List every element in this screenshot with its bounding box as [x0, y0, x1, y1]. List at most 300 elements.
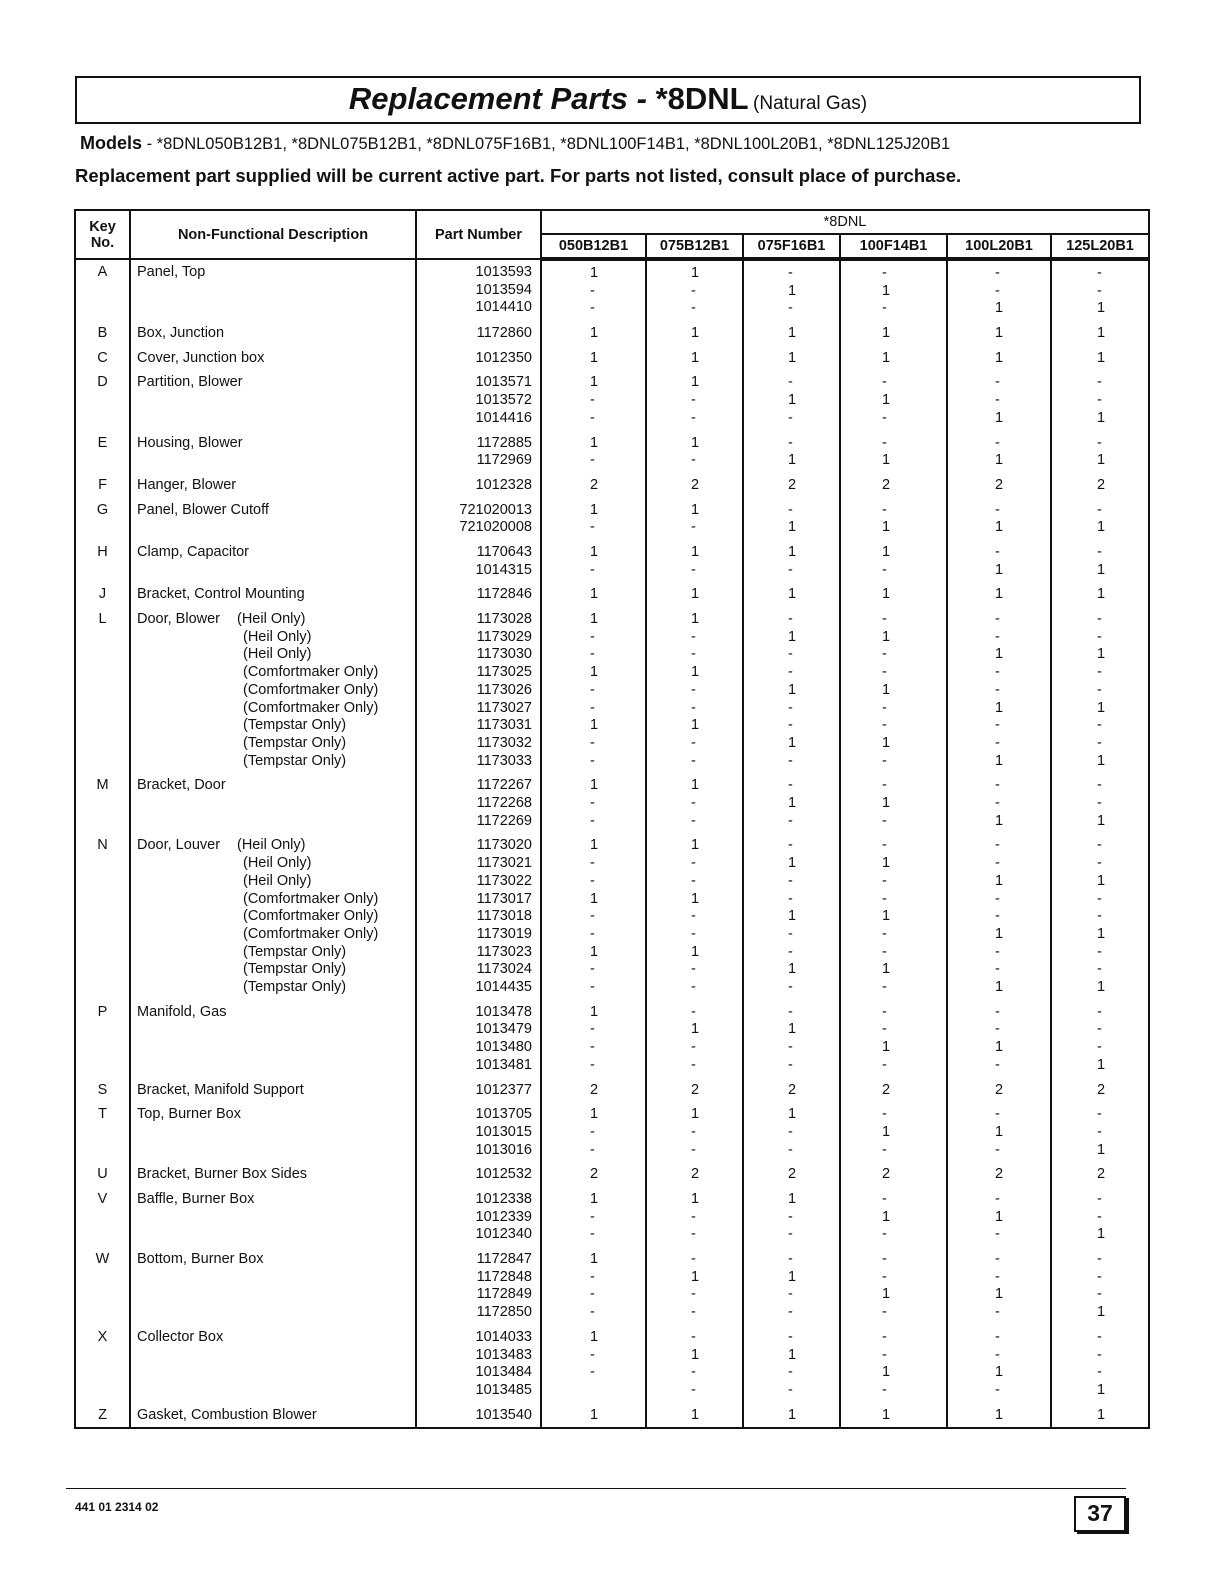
quantity: 1: [691, 1268, 700, 1285]
page-number: 37: [1074, 1496, 1126, 1532]
quantity: -: [691, 908, 696, 925]
quantity-cell: [743, 431, 840, 473]
quantity: 1: [882, 586, 891, 603]
quantity-cell: [743, 1102, 840, 1162]
quantity: 1: [691, 1191, 700, 1207]
quantity-cell: [840, 1078, 947, 1103]
quantity-cell: [541, 473, 646, 498]
quantity: -: [1097, 1364, 1102, 1381]
table-row: [75, 833, 1149, 999]
quantity: 1: [590, 325, 599, 342]
table-row: [75, 346, 1149, 371]
part-number: 1172885: [476, 434, 532, 451]
table-row: [75, 582, 1149, 607]
quantity: 1: [590, 586, 599, 603]
description-variant: (Tempstar Only): [243, 717, 347, 734]
quantity: -: [590, 1021, 595, 1038]
description-variant: (Comfortmaker Only): [243, 908, 379, 925]
quantity: -: [1097, 734, 1102, 751]
quantity: -: [788, 409, 793, 426]
table-row: [75, 321, 1149, 346]
key-cell: N: [75, 833, 130, 999]
quantity-cell: [947, 1247, 1051, 1325]
quantity: -: [1097, 855, 1102, 872]
part-number: 1173018: [476, 908, 532, 925]
key-cell: A: [75, 259, 130, 321]
quantity-cell: [743, 1325, 840, 1403]
quantity: -: [691, 628, 696, 645]
description-cell: [130, 540, 416, 582]
part-number: 1013478: [475, 1003, 532, 1020]
quantity: -: [788, 717, 793, 734]
quantity: -: [788, 1208, 793, 1225]
quantity: 1: [1097, 1381, 1106, 1398]
quantity: -: [1097, 1106, 1102, 1123]
table-row: [75, 1078, 1149, 1103]
part-number: 1172847: [476, 1251, 532, 1268]
quantity-cell: [743, 582, 840, 607]
quantity: 2: [590, 476, 599, 493]
quantity: 1: [995, 519, 1004, 536]
table-row: [75, 473, 1149, 498]
quantity: 1: [590, 837, 599, 854]
quantity: -: [590, 282, 595, 299]
quantity-cell: [947, 582, 1051, 607]
quantity: 1: [995, 812, 1004, 829]
quantity: -: [882, 872, 887, 889]
quantity-cell: [1051, 1403, 1149, 1429]
quantity: 1: [995, 452, 1004, 469]
description-text: Cover, Junction box: [137, 349, 265, 366]
quantity: -: [995, 1304, 1000, 1321]
header-part-number: Part Number: [416, 210, 541, 259]
quantity: -: [1097, 1251, 1102, 1268]
quantity: -: [788, 1003, 793, 1020]
quantity: 1: [788, 1021, 797, 1038]
quantity: -: [590, 561, 595, 578]
quantity: 1: [1097, 325, 1106, 342]
quantity: -: [691, 1286, 696, 1303]
description-cell: [130, 607, 416, 773]
description-cell: [130, 473, 416, 498]
description-variant: (Heil Only): [243, 872, 312, 889]
quantity: 2: [590, 1166, 599, 1183]
quantity-cell: [947, 1078, 1051, 1103]
quantity: -: [788, 374, 793, 391]
quantity: 1: [691, 1346, 700, 1363]
quantity: 1: [788, 1191, 797, 1207]
part-number: 1172850: [476, 1304, 532, 1321]
quantity: 1: [995, 1286, 1004, 1303]
quantity: 1: [691, 1406, 700, 1423]
quantity: -: [882, 409, 887, 426]
quantity-cell: [1051, 773, 1149, 833]
quantity-cell: [1051, 473, 1149, 498]
description-cell: [130, 431, 416, 473]
quantity: -: [1097, 890, 1102, 907]
quantity: -: [788, 1304, 793, 1321]
quantity: -: [788, 925, 793, 942]
quantity: -: [995, 1141, 1000, 1158]
quantity-cell: [743, 321, 840, 346]
quantity: 1: [1097, 452, 1106, 469]
quantity: -: [788, 664, 793, 681]
quantity-cell: [743, 773, 840, 833]
quantity: -: [691, 1226, 696, 1243]
quantity: -: [882, 374, 887, 391]
description-cell: [130, 773, 416, 833]
key-cell: L: [75, 607, 130, 773]
quantity: 1: [882, 519, 891, 536]
description-text: Bracket, Door: [137, 777, 226, 794]
quantity: 2: [788, 1166, 797, 1183]
quantity-cell: [947, 431, 1051, 473]
model-code: *8DNL: [655, 81, 749, 116]
part-number-cell: [416, 473, 541, 498]
quantity-cell: [1051, 1102, 1149, 1162]
quantity: 1: [691, 837, 700, 854]
description-text: Bracket, Burner Box Sides: [137, 1166, 308, 1183]
quantity: 1: [590, 1406, 599, 1423]
quantity: -: [590, 646, 595, 663]
header-model: 100F14B1: [840, 234, 947, 259]
quantity: -: [995, 1226, 1000, 1243]
quantity-cell: [541, 1078, 646, 1103]
quantity: 1: [788, 628, 797, 645]
quantity: 1: [691, 374, 700, 391]
quantity: -: [995, 1106, 1000, 1123]
quantity: -: [1097, 434, 1102, 451]
quantity: -: [788, 1123, 793, 1140]
quantity: -: [788, 699, 793, 716]
quantity-cell: [646, 321, 743, 346]
quantity-cell: [646, 1247, 743, 1325]
description-cell: [130, 582, 416, 607]
quantity-cell: [1051, 1078, 1149, 1103]
quantity: 1: [590, 1106, 599, 1123]
table-row: [75, 1247, 1149, 1325]
part-number: 1013594: [475, 281, 532, 298]
part-number-cell: [416, 833, 541, 999]
quantity: 1: [882, 452, 891, 469]
part-number: 1013479: [475, 1021, 532, 1038]
quantity: 1: [1097, 300, 1106, 317]
quantity-cell: [541, 431, 646, 473]
description-cell: [130, 1102, 416, 1162]
quantity: -: [788, 1141, 793, 1158]
quantity: -: [882, 699, 887, 716]
quantity-cell: [646, 1187, 743, 1247]
table-row: [75, 1403, 1149, 1429]
quantity: -: [882, 978, 887, 995]
key-cell: W: [75, 1247, 130, 1325]
description-text: Hanger, Blower: [137, 476, 237, 493]
quantity: -: [1097, 1123, 1102, 1140]
quantity: 1: [691, 611, 700, 628]
quantity: -: [788, 611, 793, 628]
quantity-cell: [947, 1102, 1051, 1162]
quantity: 1: [995, 925, 1004, 942]
quantity: -: [788, 265, 793, 281]
quantity: 1: [995, 1208, 1004, 1225]
quantity-cell: [1051, 431, 1149, 473]
quantity: 2: [1097, 1166, 1106, 1183]
quantity-cell: [646, 1078, 743, 1103]
description-cell: [130, 1000, 416, 1078]
part-number: 1013480: [475, 1039, 532, 1056]
quantity: -: [691, 1304, 696, 1321]
quantity: -: [590, 300, 595, 317]
quantity: -: [995, 943, 1000, 960]
quantity: 1: [882, 795, 891, 812]
quantity-cell: [840, 773, 947, 833]
quantity: -: [995, 795, 1000, 812]
quantity: 1: [788, 392, 797, 409]
part-number: 1173032: [476, 734, 532, 751]
quantity: -: [788, 777, 793, 794]
part-number: 1014410: [475, 299, 532, 316]
quantity-cell: [1051, 1162, 1149, 1187]
quantity: -: [882, 300, 887, 317]
description-cell: [130, 833, 416, 999]
quantity-cell: [646, 1325, 743, 1403]
quantity: 2: [995, 1166, 1004, 1183]
quantity: -: [882, 1304, 887, 1321]
quantity-cell: [947, 833, 1051, 999]
quantity-cell: [840, 833, 947, 999]
quantity-cell: [840, 259, 947, 321]
description-variant: (Comfortmaker Only): [243, 681, 379, 698]
part-number: 1012338: [475, 1191, 532, 1207]
quantity: 1: [1097, 1304, 1106, 1321]
quantity-cell: [840, 1403, 947, 1429]
quantity: -: [882, 812, 887, 829]
quantity: -: [995, 855, 1000, 872]
part-number-cell: [416, 582, 541, 607]
quantity: 1: [788, 1346, 797, 1363]
key-cell: H: [75, 540, 130, 582]
quantity: -: [882, 1251, 887, 1268]
table-row: [75, 431, 1149, 473]
quantity: 1: [788, 681, 797, 698]
quantity-cell: [1051, 1247, 1149, 1325]
quantity-cell: [646, 582, 743, 607]
quantity-cell: [646, 473, 743, 498]
quantity-cell: [1051, 346, 1149, 371]
quantity: -: [882, 1141, 887, 1158]
quantity-cell: [840, 431, 947, 473]
quantity: -: [691, 1381, 696, 1398]
part-number-cell: [416, 1187, 541, 1247]
description-cell: [130, 259, 416, 321]
quantity: -: [882, 1056, 887, 1073]
quantity-cell: [947, 1162, 1051, 1187]
description-cell: [130, 1247, 416, 1325]
quantity: -: [995, 265, 1000, 281]
quantity-cell: [743, 259, 840, 321]
quantity: -: [1097, 501, 1102, 518]
quantity: -: [691, 1364, 696, 1381]
part-number: 1013483: [475, 1346, 532, 1363]
quantity: -: [788, 943, 793, 960]
quantity: 1: [1097, 1141, 1106, 1158]
part-number-cell: [416, 370, 541, 430]
part-number: 1012377: [475, 1081, 532, 1098]
quantity: 1: [691, 265, 700, 281]
quantity-cell: [1051, 1187, 1149, 1247]
quantity-cell: [743, 540, 840, 582]
quantity: 1: [590, 1003, 599, 1020]
quantity: 1: [1097, 872, 1106, 889]
part-number: 1012328: [475, 476, 532, 493]
quantity: -: [590, 1346, 595, 1363]
quantity: -: [1097, 908, 1102, 925]
models-line: [80, 133, 950, 154]
quantity: -: [1097, 717, 1102, 734]
quantity: -: [691, 872, 696, 889]
quantity: -: [691, 1208, 696, 1225]
quantity-cell: [541, 773, 646, 833]
quantity-cell: [541, 1403, 646, 1429]
quantity-cell: [840, 473, 947, 498]
quantity: -: [995, 734, 1000, 751]
quantity-cell: [541, 1187, 646, 1247]
quantity: 1: [788, 795, 797, 812]
quantity: -: [882, 752, 887, 769]
quantity: -: [691, 699, 696, 716]
quantity-cell: [646, 773, 743, 833]
quantity-cell: [541, 607, 646, 773]
part-number: 1173026: [476, 681, 532, 698]
quantity: 1: [590, 349, 599, 366]
quantity: -: [882, 646, 887, 663]
quantity: -: [691, 681, 696, 698]
part-number: 1173022: [476, 872, 532, 889]
quantity: -: [691, 1056, 696, 1073]
quantity: 1: [995, 1364, 1004, 1381]
quantity: 1: [590, 1328, 599, 1345]
quantity: -: [590, 519, 595, 536]
quantity: -: [1097, 611, 1102, 628]
description-cell: [130, 498, 416, 540]
part-number-cell: [416, 1247, 541, 1325]
description-variant: (Comfortmaker Only): [243, 664, 379, 681]
quantity-cell: [743, 607, 840, 773]
quantity: -: [691, 1039, 696, 1056]
quantity: 1: [1097, 752, 1106, 769]
quantity-cell: [947, 473, 1051, 498]
quantity: -: [691, 734, 696, 751]
quantity: 1: [691, 325, 700, 342]
quantity: -: [995, 374, 1000, 391]
part-number: 1173019: [476, 925, 532, 942]
quantity-cell: [840, 370, 947, 430]
quantity: -: [1097, 1021, 1102, 1038]
footer-rule: [66, 1488, 1126, 1489]
part-number-cell: [416, 321, 541, 346]
quantity: 2: [1097, 1081, 1106, 1098]
quantity: -: [995, 434, 1000, 451]
part-number: 1173017: [476, 890, 532, 907]
quantity: -: [882, 1381, 887, 1398]
description-text: Panel, Top: [137, 264, 206, 280]
quantity: 1: [1097, 409, 1106, 426]
header-model-group: *8DNL: [541, 210, 1149, 234]
quantity: -: [882, 943, 887, 960]
quantity: 1: [788, 452, 797, 469]
quantity-cell: [541, 1325, 646, 1403]
quantity: -: [590, 752, 595, 769]
title-box: [75, 76, 1141, 124]
quantity-cell: [646, 1102, 743, 1162]
quantity: 1: [995, 1123, 1004, 1140]
quantity: 2: [691, 1081, 700, 1098]
quantity-cell: [840, 498, 947, 540]
quantity-cell: [1051, 582, 1149, 607]
quantity: 1: [1097, 519, 1106, 536]
description-text: Manifold, Gas: [137, 1003, 227, 1020]
quantity: -: [691, 452, 696, 469]
table-row: [75, 1000, 1149, 1078]
quantity: 2: [995, 476, 1004, 493]
quantity: 1: [691, 890, 700, 907]
quantity: -: [590, 812, 595, 829]
models-list: - *8DNL050B12B1, *8DNL075B12B1, *8DNL075F16B1, *8DNL100F14B1, *8DNL100L20B1, *8DNL125J20B1: [146, 135, 951, 153]
quantity: -: [788, 501, 793, 518]
quantity-cell: [840, 346, 947, 371]
quantity-cell: [541, 540, 646, 582]
part-number: 1172849: [476, 1286, 532, 1303]
quantity: 1: [882, 961, 891, 978]
description-cell: [130, 1187, 416, 1247]
quantity: -: [788, 890, 793, 907]
quantity: 1: [995, 1039, 1004, 1056]
quantity: -: [590, 908, 595, 925]
quantity: 1: [691, 1106, 700, 1123]
quantity: -: [590, 409, 595, 426]
description-variant: (Comfortmaker Only): [243, 925, 379, 942]
quantity: -: [590, 1286, 595, 1303]
quantity: 1: [590, 717, 599, 734]
part-number: 1172846: [476, 586, 532, 603]
quantity: -: [1097, 282, 1102, 299]
table-row: [75, 1325, 1149, 1403]
quantity-cell: [1051, 540, 1149, 582]
quantity: -: [1097, 1039, 1102, 1056]
table-row: [75, 1187, 1149, 1247]
description-variant: (Comfortmaker Only): [243, 890, 379, 907]
quantity: -: [590, 1364, 595, 1381]
quantity: 1: [590, 543, 599, 560]
quantity: -: [995, 664, 1000, 681]
quantity: 1: [590, 943, 599, 960]
part-number: 1173033: [476, 752, 532, 769]
quantity: -: [995, 1328, 1000, 1345]
part-number-cell: [416, 1000, 541, 1078]
header-model: 050B12B1: [541, 234, 646, 259]
description-variant: (Tempstar Only): [243, 979, 347, 996]
quantity: -: [995, 392, 1000, 409]
quantity: -: [995, 1346, 1000, 1363]
quantity: -: [995, 1268, 1000, 1285]
quantity: 1: [590, 434, 599, 451]
quantity-cell: [541, 1000, 646, 1078]
key-cell: S: [75, 1078, 130, 1103]
quantity: 1: [995, 699, 1004, 716]
quantity-cell: [541, 498, 646, 540]
quantity: 1: [691, 586, 700, 603]
quantity: -: [691, 561, 696, 578]
